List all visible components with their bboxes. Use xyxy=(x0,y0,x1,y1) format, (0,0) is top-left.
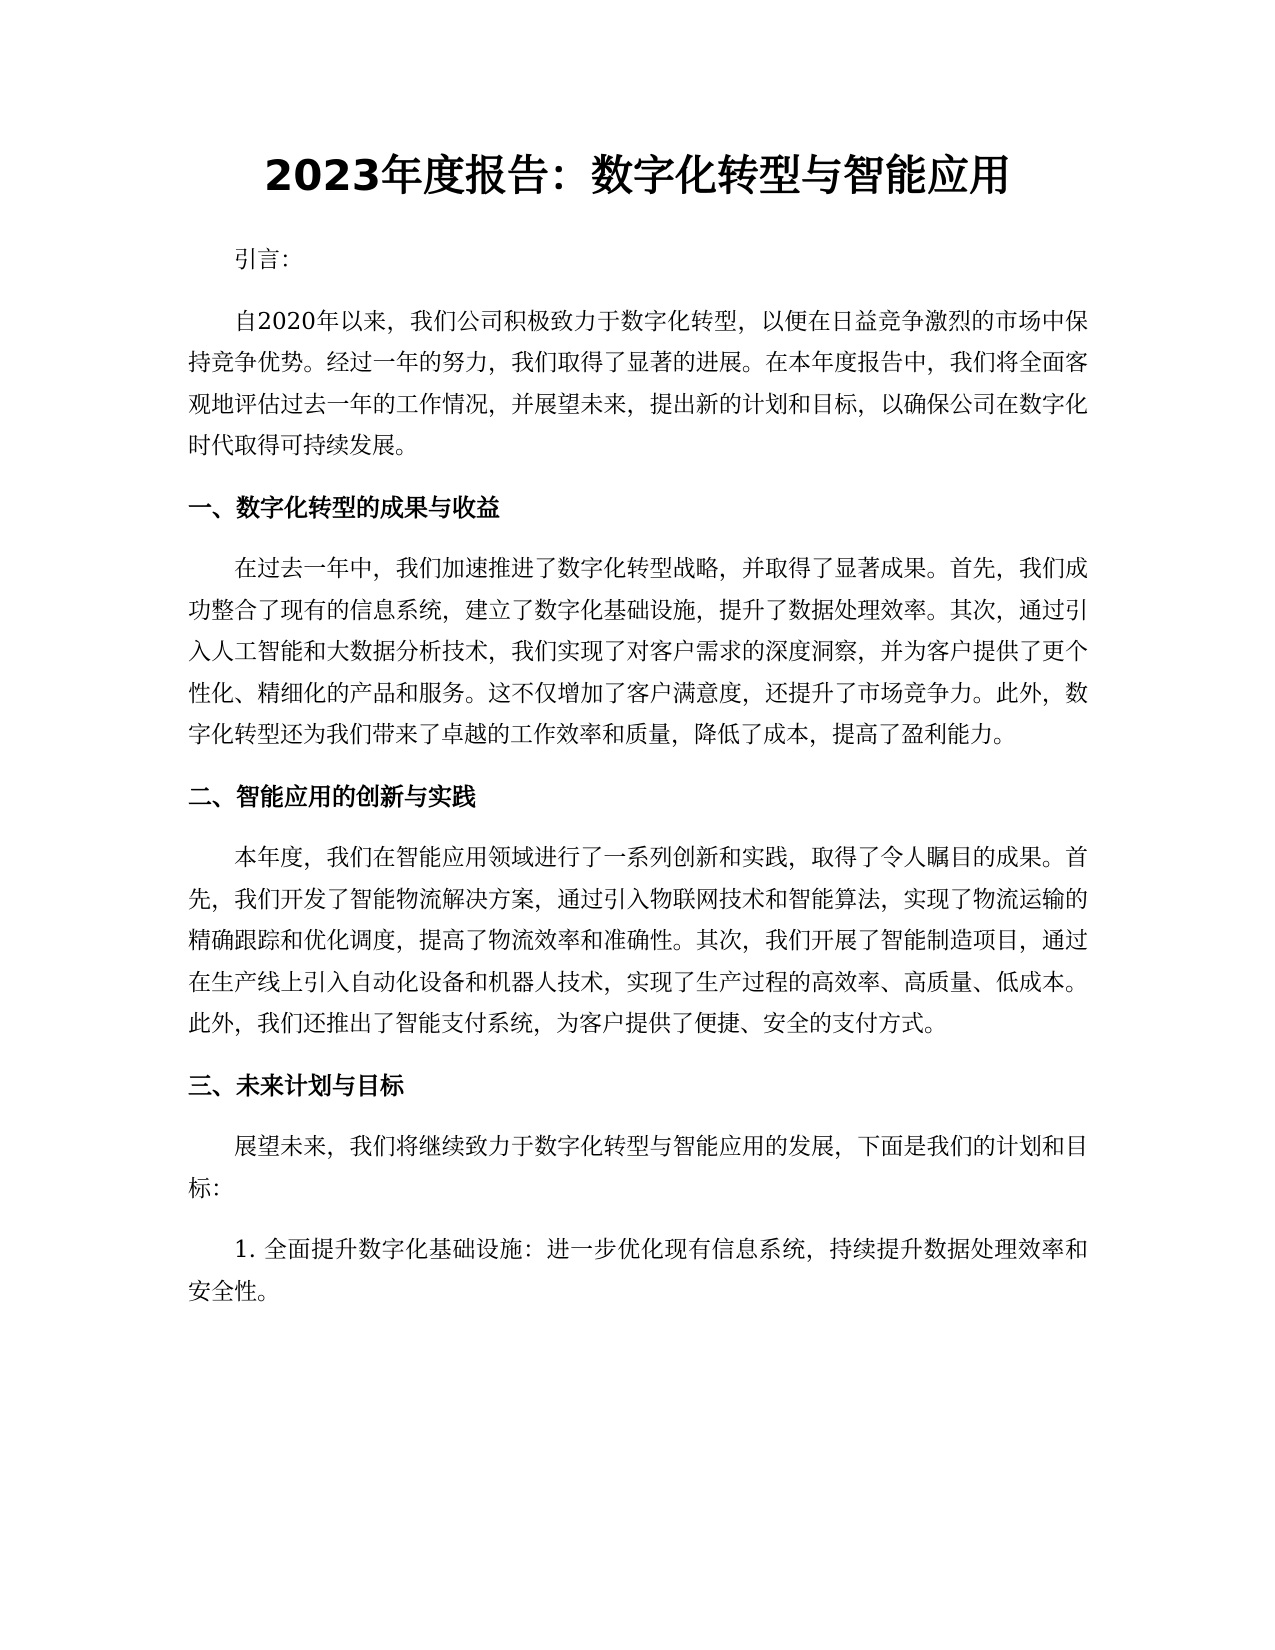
intro-label: 引言： xyxy=(234,247,303,273)
section-3-heading: 三、未来计划与目标 xyxy=(188,1071,404,1100)
plan-list-item: 1. 全面提升数字化基础设施：进一步优化现有信息系统，持续提升数据处理效率和安全性。 xyxy=(188,1237,1088,1305)
section-1-paragraph: 在过去一年中，我们加速推进了数字化转型战略，并取得了显著成果。首先，我们成功整合了现有的信息系统，建立了数字化基础设施，提升了数据处理效率。其次，通过引入人工智能和大数据分析技术，我们实现了对客户需求的深度洞察，并为客户提供了更个性化、精细化的产品和服务。这不仅增加了客户满意度，还提升了市场竞争力。此外，数字化转型还为我们带来了卓越的工作效率和质量，降低了成本，提高了盈利能力。 xyxy=(188,556,1088,748)
section-2-heading: 二、智能应用的创新与实践 xyxy=(188,782,476,811)
section-2-paragraph: 本年度，我们在智能应用领域进行了一系列创新和实践，取得了令人瞩目的成果。首先，我们开发了智能物流解决方案，通过引入物联网技术和智能算法，实现了物流运输的精确跟踪和优化调度，提高了物流效率和准确性。其次，我们开展了智能制造项目，通过在生产线上引入自动化设备和机器人技术，实现了生产过程的高效率、高质量、低成本。此外，我们还推出了智能支付系统，为客户提供了便捷、安全的支付方式。 xyxy=(188,845,1088,1037)
section-3-paragraph: 展望未来，我们将继续致力于数字化转型与智能应用的发展，下面是我们的计划和目标： xyxy=(188,1134,1088,1202)
intro-paragraph: 自2020年以来，我们公司积极致力于数字化转型，以便在日益竞争激烈的市场中保持竞争优势。经过一年的努力，我们取得了显著的进展。在本年度报告中，我们将全面客观地评估过去一年的工作情况，并展望未来，提出新的计划和目标，以确保公司在数字化时代取得可持续发展。 xyxy=(188,308,1088,459)
document-body xyxy=(188,240,1088,1333)
section-1-heading: 一、数字化转型的成果与收益 xyxy=(188,493,500,522)
document-title: 2023年度报告：数字化转型与智能应用 xyxy=(264,151,1011,200)
